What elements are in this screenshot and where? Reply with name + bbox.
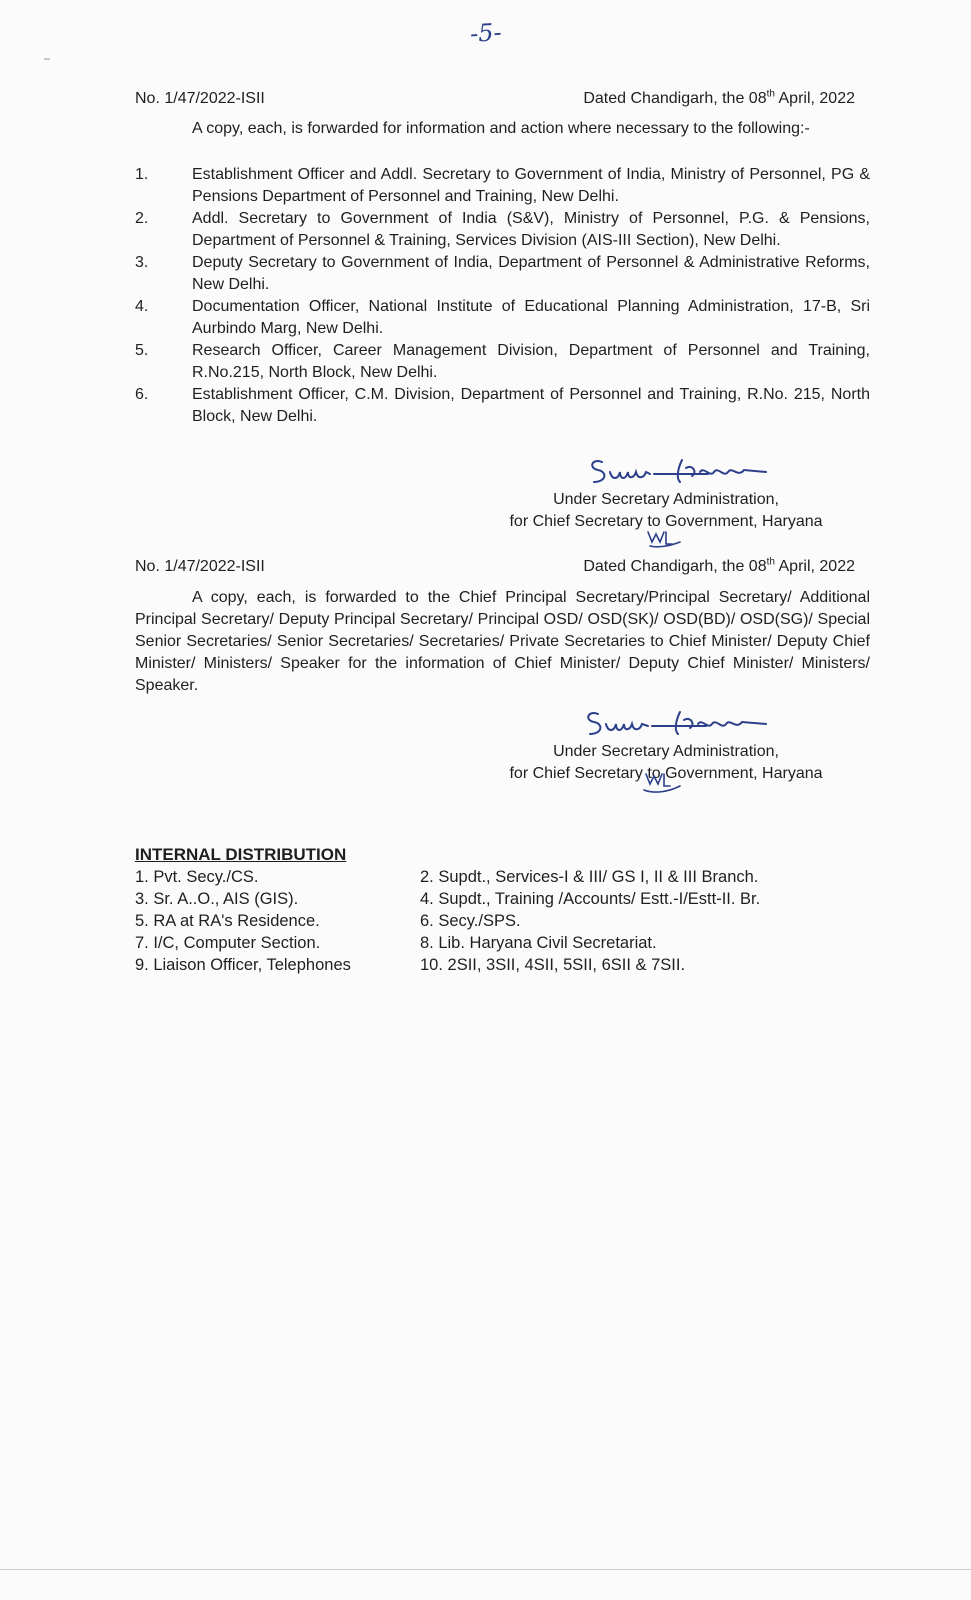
initials-2 <box>640 770 684 796</box>
distribution-right-list <box>420 866 760 976</box>
list-item: 7. I/C, Computer Section. <box>135 934 321 952</box>
list-item: 10. 2SII, 3SII, 4SII, 5SII, 6SII & 7SII. <box>420 956 686 974</box>
signature-1 <box>588 452 778 490</box>
block1-intro: A copy, each, is forwarded for information and action where necessary to the following:- <box>192 120 810 137</box>
block2-header <box>135 556 870 578</box>
list-item: 2. Supdt., Services-I & III/ GS I, II & III Branch. <box>420 868 759 886</box>
signature-2 <box>582 706 782 742</box>
block2-date: Dated Chandigarh, the 08th April, 2022 <box>583 556 855 575</box>
list-item: 3. Deputy Secretary to Government of India, Department of Personnel & Administrative Reforms, New Delhi. <box>135 254 870 293</box>
list-item: 6. Establishment Officer, C.M. Division, Department of Personnel and Training, R.No. 215, North Block, New Delhi. <box>135 386 870 425</box>
list-item: 5. Research Officer, Career Management Division, Department of Personnel and Training, R.No.215, North Block, New Delhi. <box>135 342 870 381</box>
block1-signature-block <box>466 489 866 533</box>
block1-sig-for: for Chief Secretary to Government, Haryana <box>509 513 823 530</box>
block1-header <box>135 88 870 110</box>
list-item: 8. Lib. Haryana Civil Secretariat. <box>420 934 657 952</box>
block2-ref-no: No. 1/47/2022-ISII <box>135 558 265 575</box>
distribution-left-list <box>135 866 351 976</box>
list-item: 4. Supdt., Training /Accounts/ Estt.-I/Estt-II. Br. <box>420 890 761 908</box>
block1-ref-no: No. 1/47/2022-ISII <box>135 90 265 107</box>
distribution-title: INTERNAL DISTRIBUTION <box>135 845 347 864</box>
list-item: 2. Addl. Secretary to Government of India (S&V), Ministry of Personnel, P.G. & Pensions, Department of Personnel & Training, Services Division (AIS-III Section), New Delhi. <box>135 210 870 249</box>
scan-mark <box>44 58 50 60</box>
page-number: -5- <box>469 18 503 48</box>
block2-sig-for: for Chief Secretary to Government, Haryana <box>509 765 823 782</box>
list-item: 1. Establishment Officer and Addl. Secretary to Government of India, Ministry of Personnel, PG & Pensions Department of Personnel and Training, New Delhi. <box>135 166 870 205</box>
block1-recipient-list <box>135 164 870 428</box>
list-item: 4. Documentation Officer, National Institute of Educational Planning Administration, 17-B, Sri Aurbindo Marg, New Delhi. <box>135 298 870 337</box>
block1-sig-title: Under Secretary Administration, <box>553 491 779 508</box>
list-item: 5. RA at RA's Residence. <box>135 912 320 930</box>
block2-paragraph: A copy, each, is forwarded to the Chief Principal Secretary/Principal Secretary/ Additional Principal Secretary/ Deputy Principal Secretary/ Principal OSD/ OSD(SK)/ OSD(BD)/ OSD(SG)/ Special Senior Secretaries/ Senior Secretaries/ Secretaries/ Private Secretaries to Chief Minister/ Deputy Chief Minister/ Ministers/ Speaker for the information of Chief Minister/ Deputy Chief Minister/ Ministers/ Speaker. <box>135 589 870 694</box>
block1-date: Dated Chandigarh, the 08th April, 2022 <box>583 88 855 107</box>
block2-sig-title: Under Secretary Administration, <box>553 743 779 760</box>
scan-edge-line <box>0 1569 971 1570</box>
list-item: 9. Liaison Officer, Telephones <box>135 956 351 974</box>
list-item: 6. Secy./SPS. <box>420 912 521 930</box>
list-item: 1. Pvt. Secy./CS. <box>135 868 259 886</box>
initials-1 <box>644 528 684 550</box>
list-item: 3. Sr. A..O., AIS (GIS). <box>135 890 299 908</box>
